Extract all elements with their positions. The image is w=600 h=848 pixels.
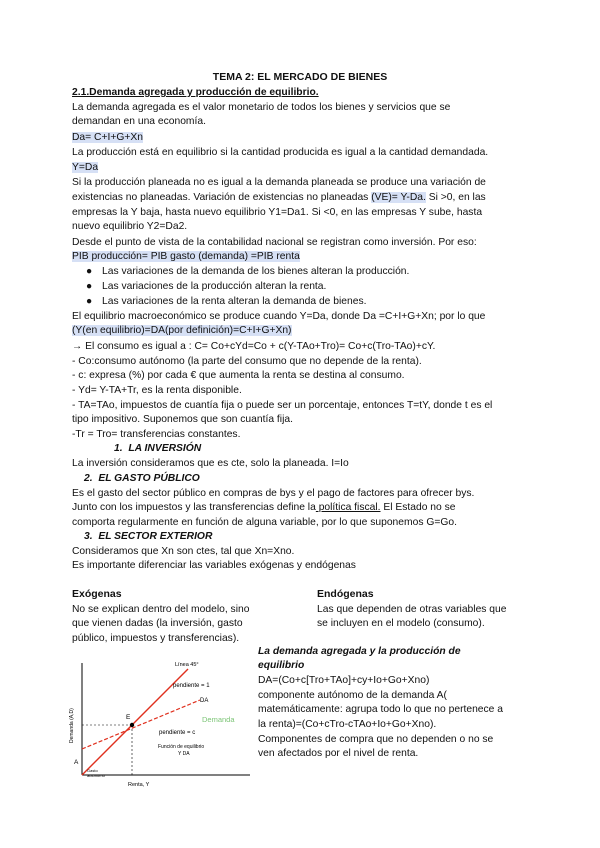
formula-pib (72, 250, 300, 263)
label-x-axis: Renta, Y (128, 782, 150, 788)
heading-number: 2. (84, 473, 93, 484)
list-item: ● Las variaciones de la demanda de los bienes alteran la producción. (86, 266, 410, 277)
paragraph-line: Es importante diferenciar las variables exógenas y endógenas (72, 560, 356, 571)
list-item-text: Las variaciones de la demanda de los bienes alteran la producción. (102, 266, 410, 277)
paragraph-line: Consideramos que Xn son ctes, tal que Xn=Xno. (72, 546, 295, 557)
heading-inversion (114, 442, 201, 455)
heading-number: 3. (84, 531, 93, 542)
paragraph-line: comporta regularmente en función de alguna variable, por lo que suponemos G=Go. (72, 517, 457, 528)
text-segment: Junto con los impuestos y las transferencias define la (72, 502, 316, 513)
exogenas-line: No se explican dentro del modelo, sino (72, 604, 250, 615)
paragraph-line (72, 501, 455, 514)
list-item-text: Las variaciones de la producción alteran la renta. (102, 281, 327, 292)
label-demanda: Demanda (202, 715, 235, 724)
formula-pib-text: PIB producción= PIB gasto (demanda) =PIB renta (72, 251, 300, 262)
text-segment: existencias no planeadas. Variación de existencias no planeadas (72, 192, 372, 203)
list-item: ● Las variaciones de la renta alteran la demanda de bienes. (86, 296, 367, 307)
paragraph-line (72, 191, 486, 204)
formula-equilibrio-text: (Y(en equilibrio)=DA(por definición)=C+I+G+Xn) (72, 325, 292, 336)
right-line: la renta)=(Co+cTro-cTAo+Io+Go+Xno). (258, 719, 437, 730)
label-da: DA (200, 698, 209, 704)
formula-equilibrio (72, 324, 292, 337)
paragraph-line: Desde el punto de vista de la contabilidad nacional se registran como inversión. Por eso: (72, 237, 477, 248)
formula-da-text: Da= C+I+G+Xn (72, 132, 143, 143)
politica-fiscal-text: política fiscal. (315, 502, 381, 513)
heading-text: EL SECTOR EXTERIOR (98, 531, 213, 542)
formula-ve: (VE)= Y-Da. (371, 192, 426, 203)
exogenas-line: público, impuestos y transferencias). (72, 633, 240, 644)
paragraph-line: demandan en una economía. (72, 116, 206, 127)
formula-y-text: Y=Da (72, 162, 99, 173)
exogenas-line: que vienen dadas (la inversión, gasto (72, 618, 243, 629)
paragraph-line: La inversión consideramos que es cte, solo la planeada. I=Io (72, 458, 349, 469)
label-e: E (126, 714, 131, 721)
endogenas-line: se incluyen en el modelo (consumo). (317, 618, 485, 629)
right-line: componente autónomo de la demanda A( (258, 690, 447, 701)
right-line: ven afectados por el nivel de renta. (258, 748, 419, 759)
label-y-axis: Demanda (A,D) (69, 708, 75, 743)
paragraph-line: Es el gasto del sector público en compras de bys y el pago de factores para ofrecer bys. (72, 488, 475, 499)
text-segment: Si >0, en las (425, 192, 486, 203)
label-autonomo: autónomo (87, 773, 105, 778)
equilibrium-point (130, 723, 134, 727)
paragraph-line: empresas la Y baja, hasta nuevo equilibrio Y1=Da1. Si <0, en las empresas Y sube, hasta (72, 207, 483, 218)
list-item-text: Las variaciones de la renta alteran la demanda de bienes. (102, 296, 367, 307)
paragraph-line: → El consumo es igual a : C= Co+cYd=Co + c(Y-TAo+Tro)= Co+c(Tro-TAo)+cY. (72, 341, 436, 352)
heading-text: EL GASTO PÚBLICO (98, 473, 200, 484)
paragraph-line: - c: expresa (%) por cada € que aumenta la renta se destina al consumo. (72, 370, 405, 381)
paragraph-line: - TA=TAo, impuestos de cuantía fija o puede ser un porcentaje, entonces T=tY, donde t es el (72, 400, 493, 411)
right-line: Componentes de compra que no dependen o no se (258, 734, 494, 745)
heading-number: 1. (114, 443, 123, 454)
label-linea-45: Línea 45° (175, 662, 199, 668)
paragraph-line: La demanda agregada es el valor monetario de todos los bienes y servicios que se (72, 102, 451, 113)
list-item: ● Las variaciones de la producción alteran la renta. (86, 281, 327, 292)
equilibrium-graph (60, 655, 255, 795)
right-line: matemáticamente: agrupa todo lo que no pertenece a (258, 704, 503, 715)
paragraph-line: El equilibrio macroeconómico se produce cuando Y=Da, donde Da =C+I+G+Xn; por lo que (72, 311, 486, 322)
label-pendiente-1: pendiente = 1 (173, 683, 210, 689)
paragraph-line: - Co:consumo autónomo (la parte del consumo que no depende de la renta). (72, 356, 422, 367)
right-heading: La demanda agregada y la producción de (258, 646, 461, 657)
paragraph-line: tipo impositivo. Suponemos que son cuantía fija. (72, 414, 293, 425)
label-funcion-1: Función de equilibrio (158, 744, 205, 750)
paragraph-line: nuevo equilibrio Y2=Da2. (72, 221, 188, 232)
label-pendiente-c: pendiente = c (159, 730, 196, 736)
formula-da (72, 131, 143, 144)
endogenas-line: Las que dependen de otras variables que (317, 604, 507, 615)
label-a: A (74, 759, 79, 766)
label-gasto: Gasto (87, 768, 98, 773)
endogenas-title: Endógenas (317, 588, 374, 600)
right-heading: equilibrio (258, 660, 305, 671)
paragraph-line: Si la producción planeada no es igual a la demanda planeada se produce una variación de (72, 177, 486, 188)
exogenas-title: Exógenas (72, 588, 122, 600)
paragraph-line: -Tr = Tro= transferencias constantes. (72, 429, 241, 440)
heading-text: LA INVERSIÓN (128, 443, 202, 454)
label-funcion-2: Y DA (178, 751, 190, 757)
page-title: TEMA 2: EL MERCADO DE BIENES (212, 71, 388, 83)
formula-y (72, 161, 98, 174)
section-title: 2.1.Demanda agregada y producción de equilibrio. (72, 87, 319, 98)
heading-gasto-publico (84, 472, 200, 485)
text-segment: El Estado no se (380, 502, 456, 513)
right-line: DA=(Co+c[Tro+TAo]+cy+Io+Go+Xno) (258, 675, 430, 686)
heading-sector-exterior (84, 530, 212, 543)
demand-line (82, 700, 200, 749)
paragraph-line: La producción está en equilibrio si la cantidad producida es igual a la cantidad demandada. (72, 147, 489, 158)
paragraph-line: - Yd= Y-TA+Tr, es la renta disponible. (72, 385, 242, 396)
